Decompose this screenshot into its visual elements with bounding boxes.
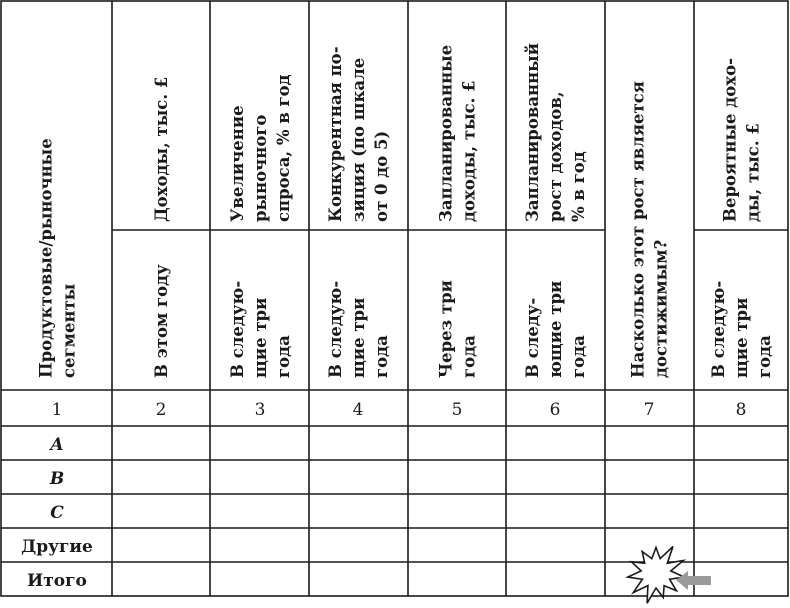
col-4-subheader-line: года (372, 335, 391, 378)
column-number: 1 (51, 400, 63, 420)
col-5-header-line: доходы, тыс. £ (459, 80, 479, 222)
col-5-subheader (437, 280, 479, 378)
explosion-starburst-icon (628, 547, 684, 604)
col-4-subheader-line: В следую- (326, 280, 345, 378)
col-5-header (437, 45, 479, 222)
col-4-header-line: Конкурентная по- (326, 46, 345, 222)
col-6-header (523, 43, 588, 222)
col-3-header-line: Увеличение (228, 105, 247, 222)
col-1-header-line: сегменты (59, 283, 79, 378)
column-number: 2 (155, 400, 167, 420)
row-label: C (50, 503, 64, 523)
col-8-subheader-line: щие три (732, 297, 751, 378)
row-label: Итого (27, 571, 87, 591)
row-label: Другие (21, 537, 93, 557)
col-6-header-line: % в год (569, 151, 588, 222)
col-7-header (629, 81, 671, 378)
col-4-header (326, 46, 391, 222)
col-4-header-line: зиция (по шкале (349, 57, 368, 222)
col-3-header (228, 74, 293, 222)
col-6-header-line: Запланированный (523, 43, 542, 222)
col-2-subheader (152, 264, 171, 378)
column-number: 6 (549, 400, 561, 420)
col-6-subheader-line: года (569, 335, 588, 378)
col-6-subheader (523, 281, 588, 378)
col-4-subheader (326, 281, 391, 378)
col-3-header-line: рыночного (251, 114, 270, 222)
col-8-header-line: Вероятные дохо- (720, 58, 740, 222)
col-4-subheader-line: щие три (349, 297, 368, 378)
col-8-header (721, 58, 763, 222)
col-1-header-line: Продуктовые/рыночные (36, 138, 56, 378)
col-6-subheader-line: В следу- (523, 297, 542, 378)
col-1-header (37, 138, 79, 378)
column-number: 8 (735, 400, 747, 420)
col-4-header-line: от 0 до 5) (372, 130, 391, 222)
column-number: 4 (352, 400, 364, 420)
col-2-subheader-line: В этом году (152, 264, 171, 378)
col-8-subheader-line: года (755, 335, 774, 378)
col-2-header (152, 77, 171, 222)
col-7-header-line: Насколько этот рост является (628, 81, 648, 378)
column-number: 5 (451, 400, 463, 420)
row-label: A (50, 435, 64, 455)
col-2-header-line: Доходы, тыс. £ (152, 76, 171, 222)
col-6-header-line: рост доходов, (546, 91, 565, 222)
col-3-header-line: спроса, % в год (274, 74, 293, 222)
col-8-header-line: ды, тыс. £ (743, 123, 763, 222)
col-5-header-line: Запланированные (436, 44, 456, 222)
col-8-subheader (709, 281, 774, 378)
col-6-subheader-line: ющие три (546, 280, 565, 378)
col-3-subheader (228, 281, 293, 378)
col-3-subheader-line: В следую- (228, 280, 247, 378)
column-number: 7 (643, 400, 655, 420)
col-3-subheader-line: щие три (251, 297, 270, 378)
row-label: B (49, 469, 65, 489)
column-number: 3 (254, 400, 266, 420)
col-5-subheader-line: года (459, 335, 479, 378)
col-7-header-line: достижимым? (651, 239, 671, 378)
col-3-subheader-line: года (274, 335, 293, 378)
col-5-subheader-line: Через три (436, 280, 456, 378)
col-8-subheader-line: В следую- (709, 280, 728, 378)
